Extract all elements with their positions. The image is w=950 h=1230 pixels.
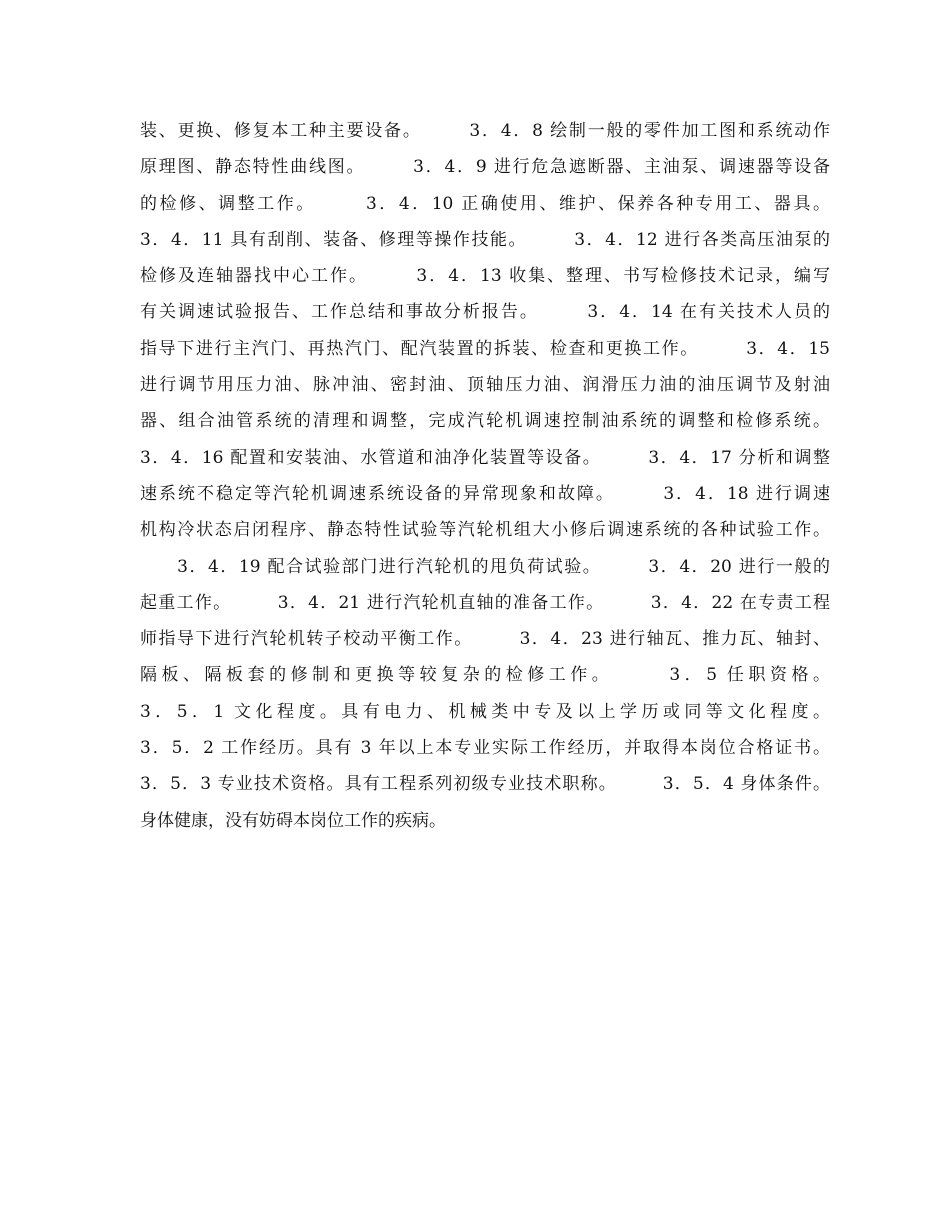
text-line: 3．5．3 专业技术资格。具有工程系列初级专业技术职称。 3．5．4 身体条件。 <box>140 774 830 795</box>
text-line: 隔板、隔板套的修制和更换等较复杂的检修工作。 3．5 任职资格。 <box>140 665 830 686</box>
text-line: 师指导下进行汽轮机转子校动平衡工作。 3．4．23 进行轴瓦、推力瓦、轴封、 <box>140 629 830 650</box>
text-line: 3．5．2 工作经历。具有 3 年以上本专业实际工作经历，并取得本岗位合格证书。 <box>140 738 830 759</box>
text-line: 3．5．1 文化程度。具有电力、机械类中专及以上学历或同等文化程度。 <box>140 701 830 722</box>
text-line: 检修及连轴器找中心工作。 3．4．13 收集、整理、书写检修技术记录，编写 <box>140 266 830 287</box>
text-line: 机构冷状态启闭程序、静态特性试验等汽轮机组大小修后调速系统的各种试验工作。 <box>140 520 830 541</box>
body-text <box>140 113 830 839</box>
text-line: 速系统不稳定等汽轮机调速系统设备的异常现象和故障。 3．4．18 进行调速 <box>140 483 830 504</box>
text-line: 原理图、静态特性曲线图。 3．4．9 进行危急遮断器、主油泵、调速器等设备 <box>140 157 830 178</box>
text-line: 装、更换、修复本工种主要设备。 3．4．8 绘制一般的零件加工图和系统动作 <box>140 121 830 141</box>
text-line: 有关调速试验报告、工作总结和事故分析报告。 3．4．14 在有关技术人员的 <box>140 302 830 323</box>
text-line: 器、组合油管系统的清理和调整，完成汽轮机调速控制油系统的调整和检修系统。 <box>140 411 830 432</box>
text-line: 3．4．16 配置和安装油、水管道和油净化装置等设备。 3．4．17 分析和调整 <box>140 447 830 468</box>
text-line: 3．4．19 配合试验部门进行汽轮机的甩负荷试验。 3．4．20 进行一般的 <box>140 556 830 577</box>
text-line: 3．4．11 具有刮削、装备、修理等操作技能。 3．4．12 进行各类高压油泵的 <box>140 229 830 250</box>
text-line: 指导下进行主汽门、再热汽门、配汽装置的拆装、检查和更换工作。 3．4．15 <box>140 338 830 359</box>
text-line: 进行调节用压力油、脉冲油、密封油、顶轴压力油、润滑压力油的油压调节及射油 <box>140 375 830 396</box>
text-line: 起重工作。 3．4．21 进行汽轮机直轴的准备工作。 3．4．22 在专责工程 <box>140 592 830 613</box>
text-line: 的检修、调整工作。 3．4．10 正确使用、维护、保养各种专用工、器具。 <box>140 193 830 214</box>
text-line-last: 身体健康，没有妨碍本岗位工作的疾病。 <box>140 810 446 831</box>
